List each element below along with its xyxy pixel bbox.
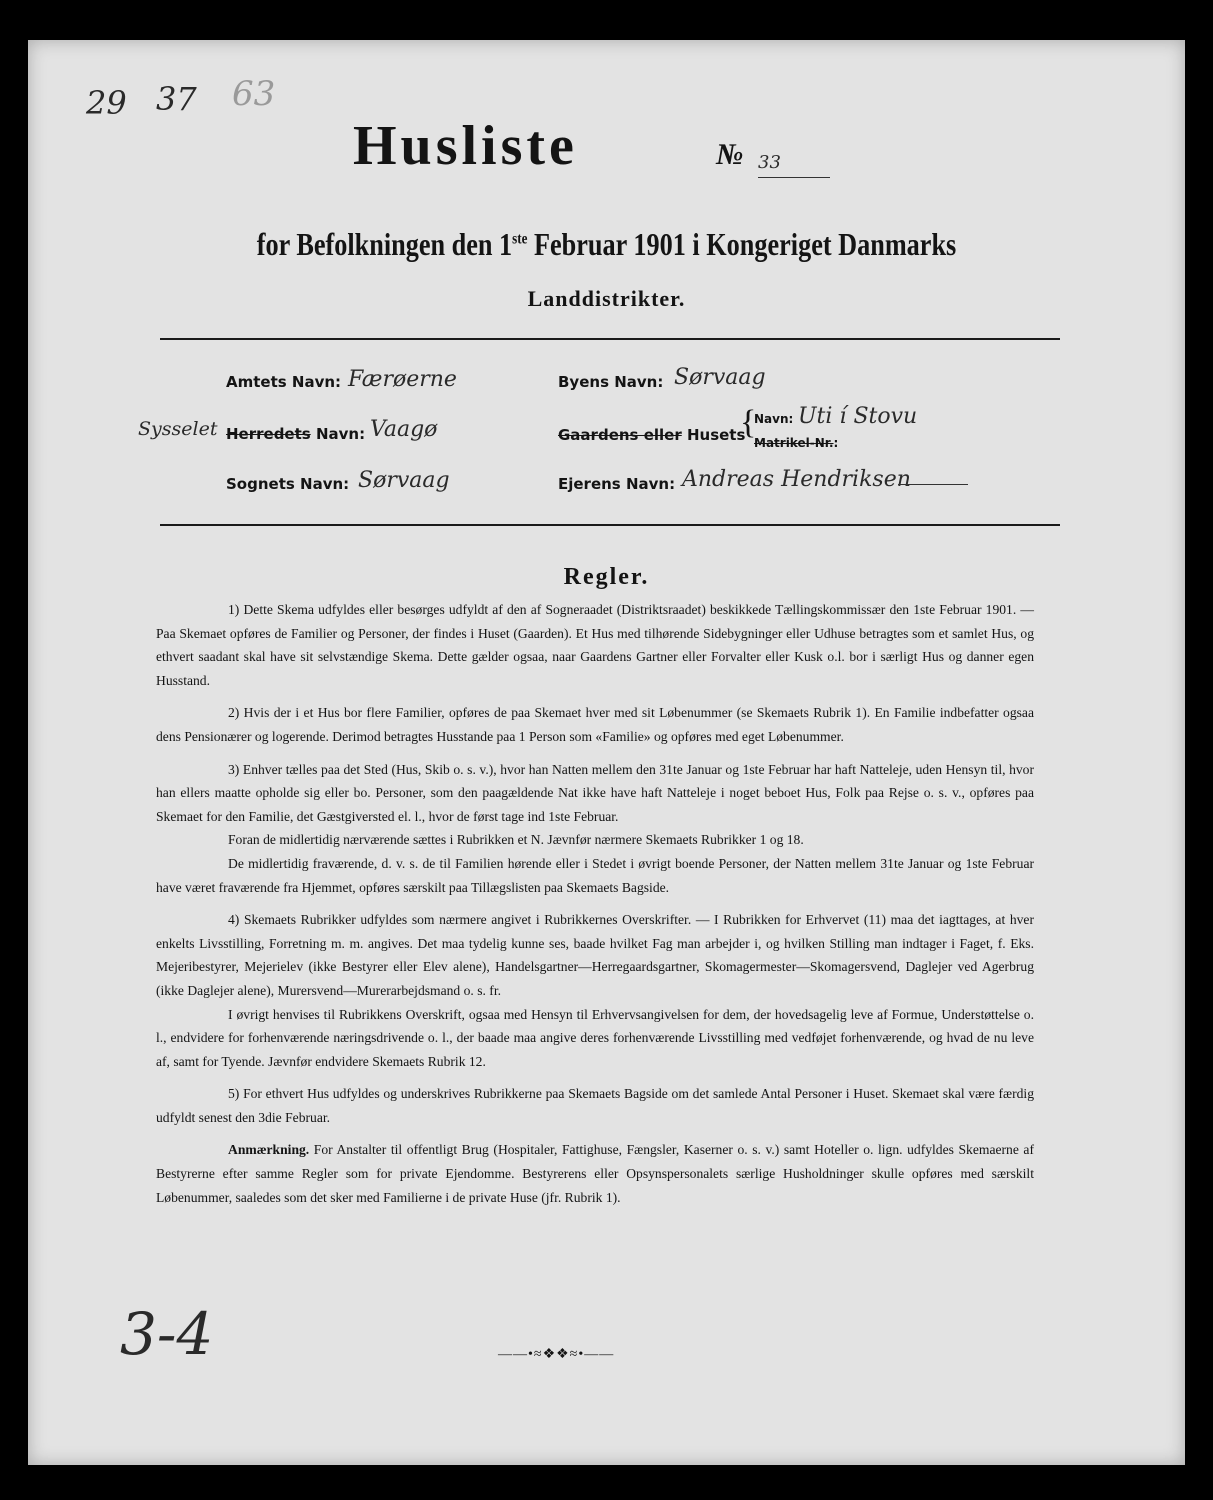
- archive-number-2: 37: [156, 80, 197, 118]
- rule-1: 1) Dette Skema udfyldes eller besørges udfyldt af den af Sogneraadet (Distriktsraadet) beskikkede Tællingskommissær den 1ste Februar 1901. — Paa Skemaet opføres de Familier og Personer, der findes i Huset (Gaarden). Et Hus med tilhørende Sidebygninger eller Udhuse betragtes som et samlet Hus, og ethvert saadant skal have sit selvstændige Skema. Dette gælder ogsaa, naar Gaardens Gartner eller Forvalter eller Kusk o.l. bor i særligt Hus og danner egen Husstand.: [156, 602, 1034, 688]
- field-brace: {: [740, 404, 757, 441]
- form-subtitle-district: Landdistrikter.: [527, 286, 686, 311]
- rules-heading: Regler.: [563, 564, 650, 590]
- rule-5: 5) For ethvert Hus udfyldes og underskrives Rubrikkerne paa Skemaets Bagside om det samlede Antal Personer i Huset. Skemaet skal være færdig udfyldt senest den 3die Februar.: [156, 1086, 1034, 1125]
- herred-prefix: Sysselet: [138, 418, 218, 440]
- divider-bottom: [160, 524, 1060, 526]
- form-subtitle: for Befolkningen den 1ste Februar 1901 i Kongeriget Danmarks: [256, 226, 957, 262]
- herred-label: Herredets Navn:: [226, 425, 366, 443]
- number-underline: [758, 177, 830, 178]
- rule-3b: Foran de midlertidig nærværende sættes i Rubrikken et N. Jævnfør nærmere Skemaets Rubrikker 1 og 18.: [228, 832, 804, 848]
- ornament: ——•≈❖❖≈•——: [498, 1347, 615, 1362]
- herred-value: Vaagø: [370, 417, 438, 442]
- number-sign: №: [716, 138, 744, 171]
- navn-label: Navn:: [754, 412, 794, 426]
- navn-value: Uti í Stovu: [798, 404, 918, 429]
- ejer-label: Ejerens Navn:: [558, 475, 676, 493]
- note: Anmærkning. For Anstalter til offentligt Brug (Hospitaler, Fattighuse, Fængsler, Kaserner o. s. v.) samt Hoteller o. lign. udfyldes Skemaerne af Bestyrerne efter samme Regler som for private Ejendomme. Bestyrerens eller Opsynspersonalets særlige Husholdninger skulle opføres med særskilt Løbenummer, saaledes som det sker med Familierne i de private Huse (jfr. Rubrik 1).: [156, 1142, 1034, 1205]
- matrikel-label: Matrikel-Nr.:: [754, 436, 839, 450]
- archive-number-1: 29: [86, 84, 127, 122]
- sogn-value: Sørvaag: [358, 468, 450, 493]
- bottom-number: 3-4: [120, 1300, 214, 1368]
- rules-text: [156, 598, 1034, 1209]
- pencil-number: 63: [232, 74, 276, 114]
- by-label: Byens Navn:: [558, 373, 664, 391]
- divider-top: [160, 338, 1060, 340]
- amt-value: Færøerne: [348, 367, 457, 392]
- rule-4b: I øvrigt henvises til Rubrikkens Overskrift, ogsaa med Hensyn til Erhvervsangivelsen for dem, der hovedsagelig leve af Formue, Understøttelse o. l., endvidere for forhenværende næringsdrivende o. l., der baade maa angive deres forhenværende Livsstilling med vedføjet forhenværende, og hvad de nu leve af, samt for Tyende. Jævnfør endvidere Skemaets Rubrik 12.: [156, 1006, 1034, 1069]
- by-value: Sørvaag: [674, 365, 766, 390]
- gaard-label: Gaardens eller Husets: [558, 426, 746, 444]
- amt-label: Amtets Navn:: [226, 373, 342, 391]
- ejer-underline: [898, 484, 968, 485]
- ejer-value: Andreas Hendriksen: [682, 467, 911, 492]
- rule-2: 2) Hvis der i et Hus bor flere Familier, opføres de paa Skemaet hver med sit Løbenummer (se Skemaets Rubrik 1). En Familie indbefatter ogsaa dens Pensionærer og logerende. Derimod betragtes Husstande paa 1 Person som «Familie» og opføres med eget Løbenummer.: [156, 705, 1034, 744]
- sogn-label: Sognets Navn:: [226, 475, 350, 493]
- form-title: Husliste: [353, 115, 578, 177]
- form-page: [28, 40, 1185, 1465]
- rule-3: 3) Enhver tælles paa det Sted (Hus, Skib o. s. v.), hvor han Natten mellem den 31te Januar og 1ste Februar har haft Natteleje, uden Hensyn til, hvor han ellers maatte opholde sig eller bo. Personer, som den paagældende Nat ikke have haft Natteleje i noget beboet Hus, Folk paa Rejse o. s. v., opføres paa Skemaet for den Familie, det Gæstgiversted el. l., hvor de først tage ind 1ste Februar.: [156, 761, 1034, 824]
- house-number: 33: [758, 152, 781, 173]
- rule-3c: De midlertidig fraværende, d. v. s. de til Familien hørende eller i Stedet i øvrigt boende Personer, der Natten mellem 31te Januar og 1ste Februar have været fraværende fra Hjemmet, opføres særskilt paa Tillægslisten paa Skemaets Bagside.: [156, 855, 1034, 895]
- rule-4: 4) Skemaets Rubrikker udfyldes som nærmere angivet i Rubrikkernes Overskrifter. — I Rubrikken for Erhvervet (11) maa det iagttages, at hver enkelts Livsstilling, Forretning m. m. angives. Det maa tydelig kunne ses, baade hvilket Fag man arbejder i, og hvilken Stilling man indtager i Faget, f. Eks. Mejeribestyrer, Mejerielev (ikke Bestyrer eller Elev alene), Handelsgartner—Herregaardsgartner, Skomagermester—Skomagersvend, Daglejer ved Agerbrug (ikke Daglejer alene), Murersvend—Murerarbejdsmand o. s. fr.: [156, 912, 1034, 998]
